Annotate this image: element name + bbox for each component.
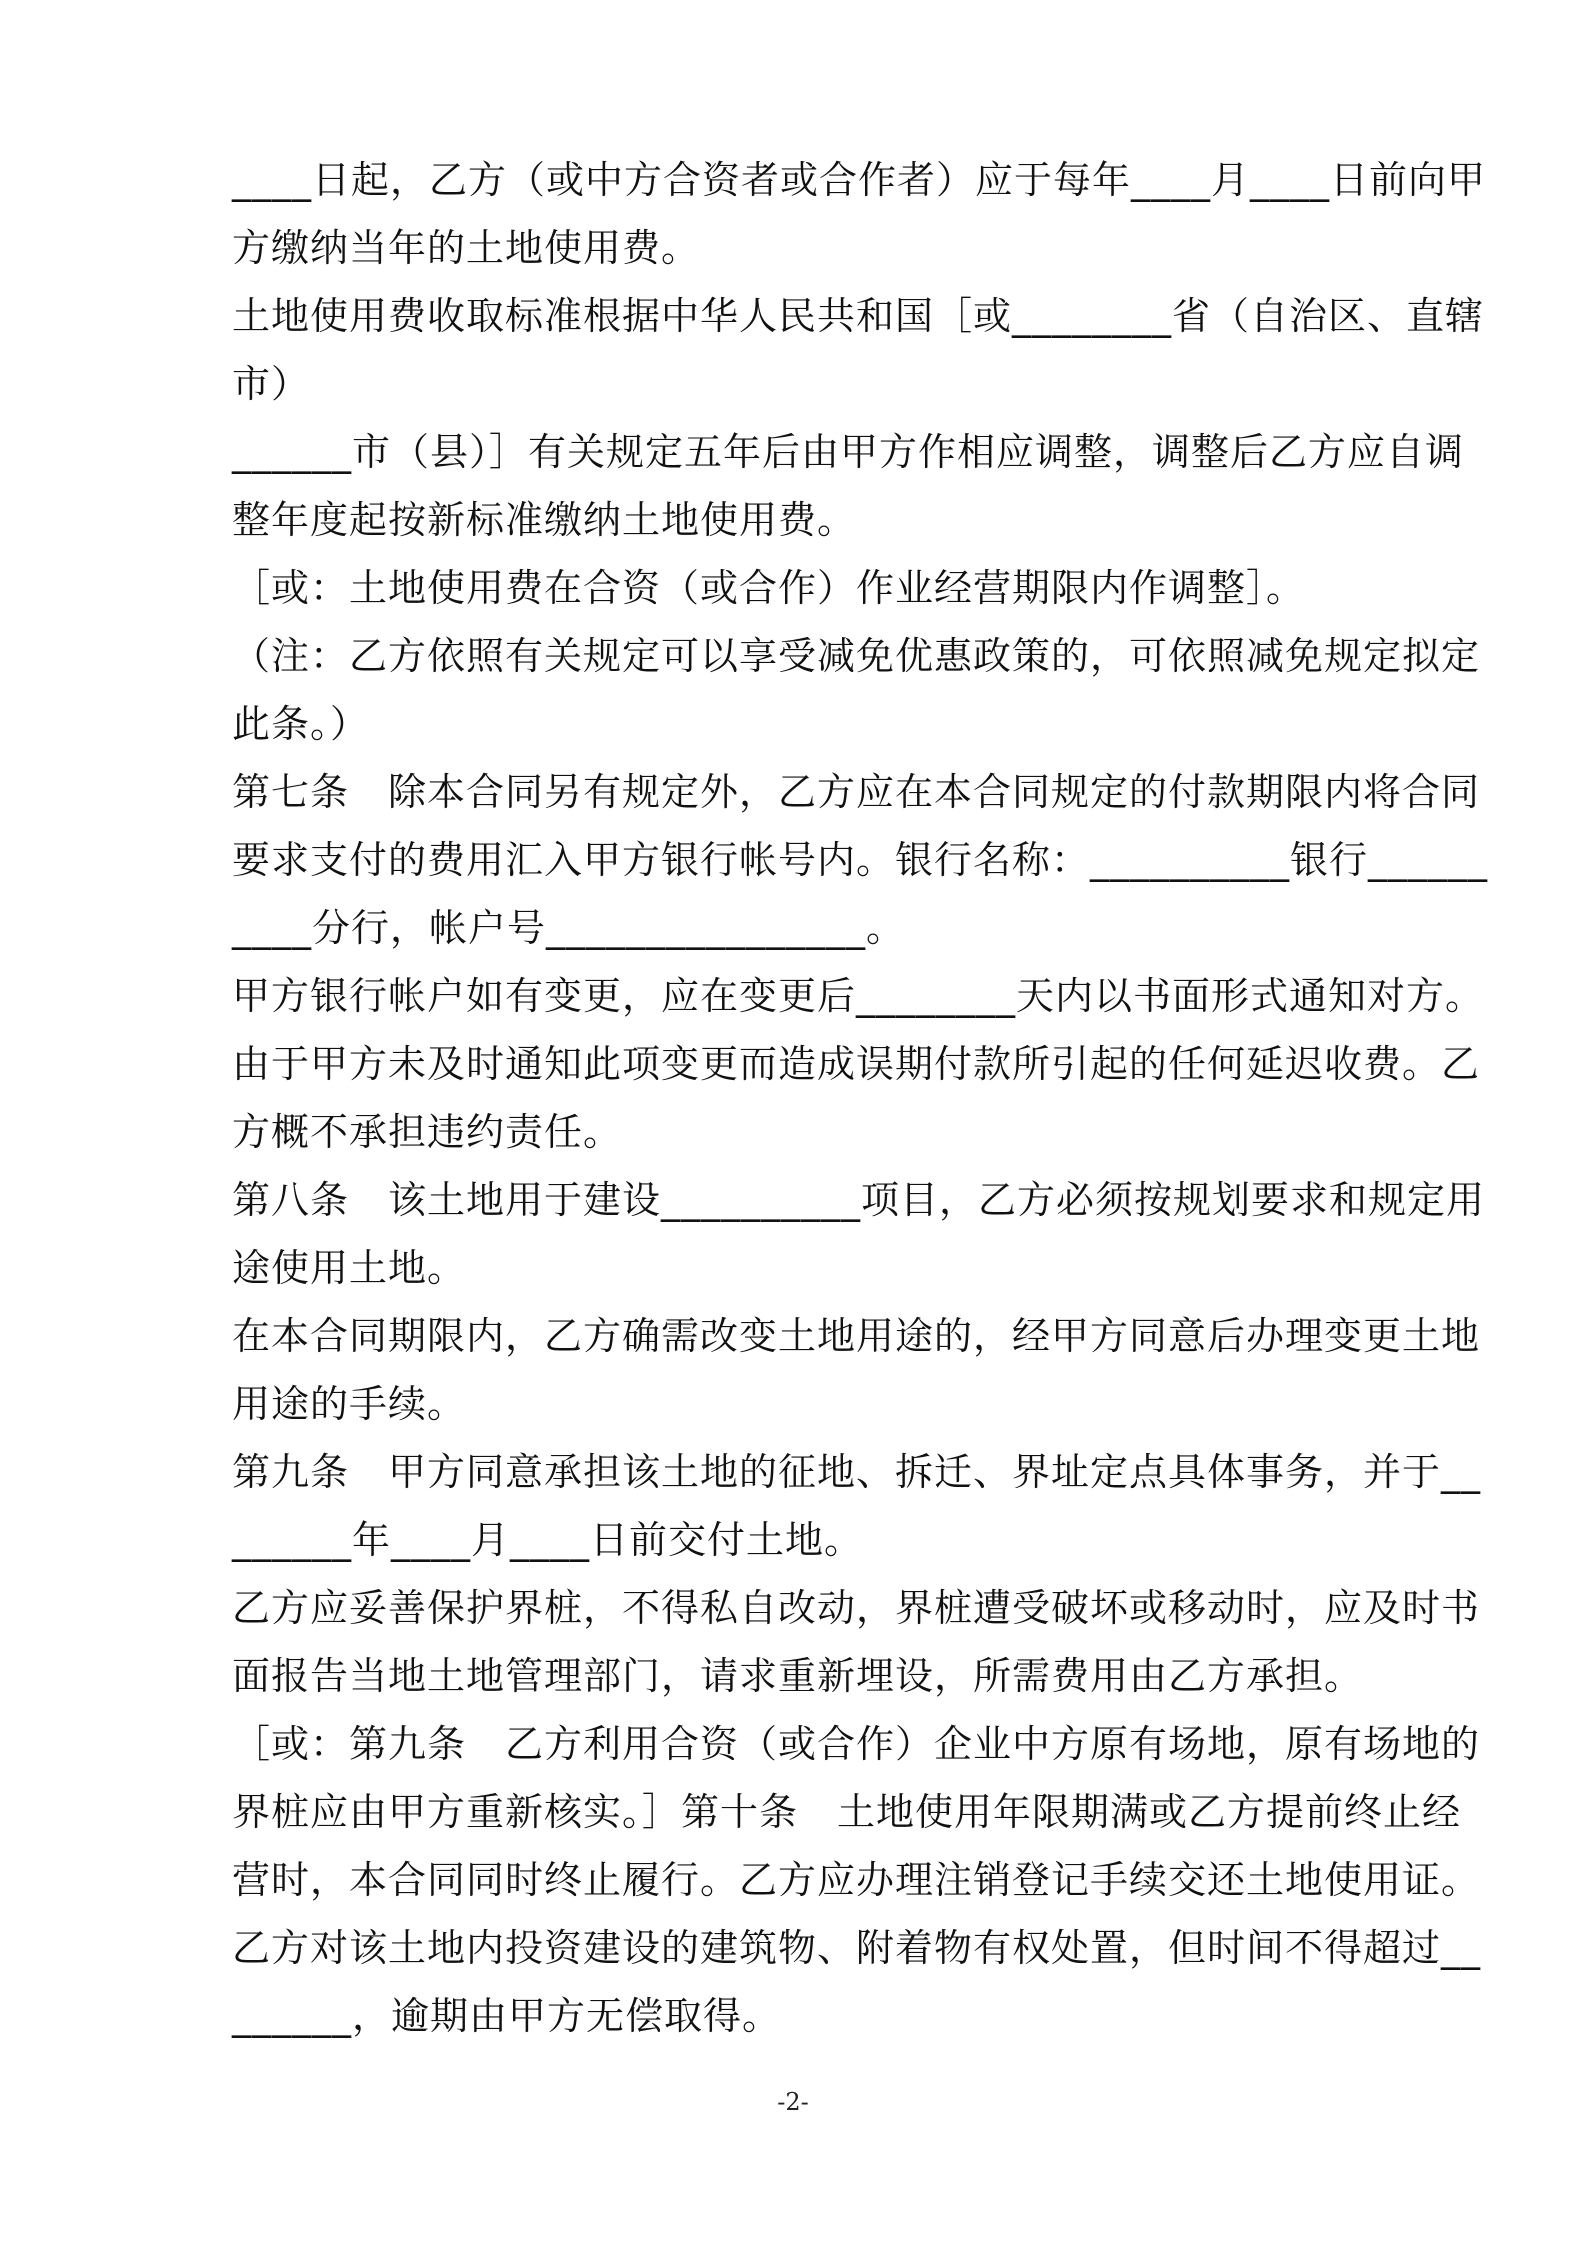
- text-line: ____分行，帐户号________________。: [232, 906, 906, 950]
- text-line: ____日起，乙方（或中方合资者或合作者）应于每年____月____日前向甲: [232, 158, 1487, 202]
- article-9-heading-line: 第九条 甲方同意承担该土地的征地、拆迁、界址定点具体事务，并于__: [232, 1450, 1482, 1494]
- text-line: ［或：土地使用费在合资（或合作）作业经营期限内作调整］。: [232, 566, 1306, 610]
- text-line: 此条。）: [232, 702, 370, 746]
- article-10-heading-line: 界桩应由甲方重新核实。］第十条 土地使用年限期满或乙方提前终止经: [232, 1790, 1462, 1834]
- text-line: 途使用土地。: [232, 1246, 467, 1290]
- article-7-heading-line: 第七条 除本合同另有规定外，乙方应在本合同规定的付款期限内将合同: [232, 770, 1481, 814]
- text-line: 土地使用费收取标准根据中华人民共和国［或________省（自治区、直辖: [232, 294, 1485, 338]
- text-line: 甲方银行帐户如有变更，应在变更后________天内以书面形式通知对方。: [232, 974, 1485, 1018]
- page-number: -2-: [777, 2088, 809, 2116]
- article-8-heading-line: 第八条 该土地用于建设__________项目，乙方必须按规划要求和规定用: [232, 1178, 1486, 1222]
- text-line: 方缴纳当年的土地使用费。: [232, 226, 701, 270]
- text-line: ［或：第九条 乙方利用合资（或合作）企业中方原有场地，原有场地的: [232, 1722, 1481, 1766]
- text-line: 要求支付的费用汇入甲方银行帐号内。银行名称：__________银行______: [232, 838, 1489, 882]
- text-line: 乙方应妥善保护界桩，不得私自改动，界桩遭受破坏或移动时，应及时书: [232, 1586, 1481, 1630]
- text-line: （注：乙方依照有关规定可以享受减免优惠政策的，可依照减免规定拟定: [232, 634, 1481, 678]
- text-line: 方概不承担违约责任。: [232, 1110, 623, 1154]
- text-line: 营时，本合同同时终止履行。乙方应办理注销登记手续交还土地使用证。: [232, 1858, 1481, 1902]
- text-line: 用途的手续。: [232, 1382, 467, 1426]
- text-line: 在本合同期限内，乙方确需改变土地用途的，经甲方同意后办理变更土地: [232, 1314, 1481, 1358]
- text-line: 由于甲方未及时通知此项变更而造成误期付款所引起的任何延迟收费。乙: [232, 1042, 1481, 1086]
- text-line: ______年____月____日前交付土地。: [232, 1518, 864, 1562]
- text-line: 市）: [232, 362, 311, 406]
- text-line: ______，逾期由甲方无偿取得。: [232, 1994, 782, 2038]
- text-line: ______市（县）］有关规定五年后由甲方作相应调整，调整后乙方应自调: [232, 430, 1465, 474]
- text-line: 面报告当地土地管理部门，请求重新埋设，所需费用由乙方承担。: [232, 1654, 1364, 1698]
- text-line: 乙方对该土地内投资建设的建筑物、附着物有权处置，但时间不得超过__: [232, 1926, 1482, 1970]
- text-line: 整年度起按新标准缴纳土地使用费。: [232, 498, 857, 542]
